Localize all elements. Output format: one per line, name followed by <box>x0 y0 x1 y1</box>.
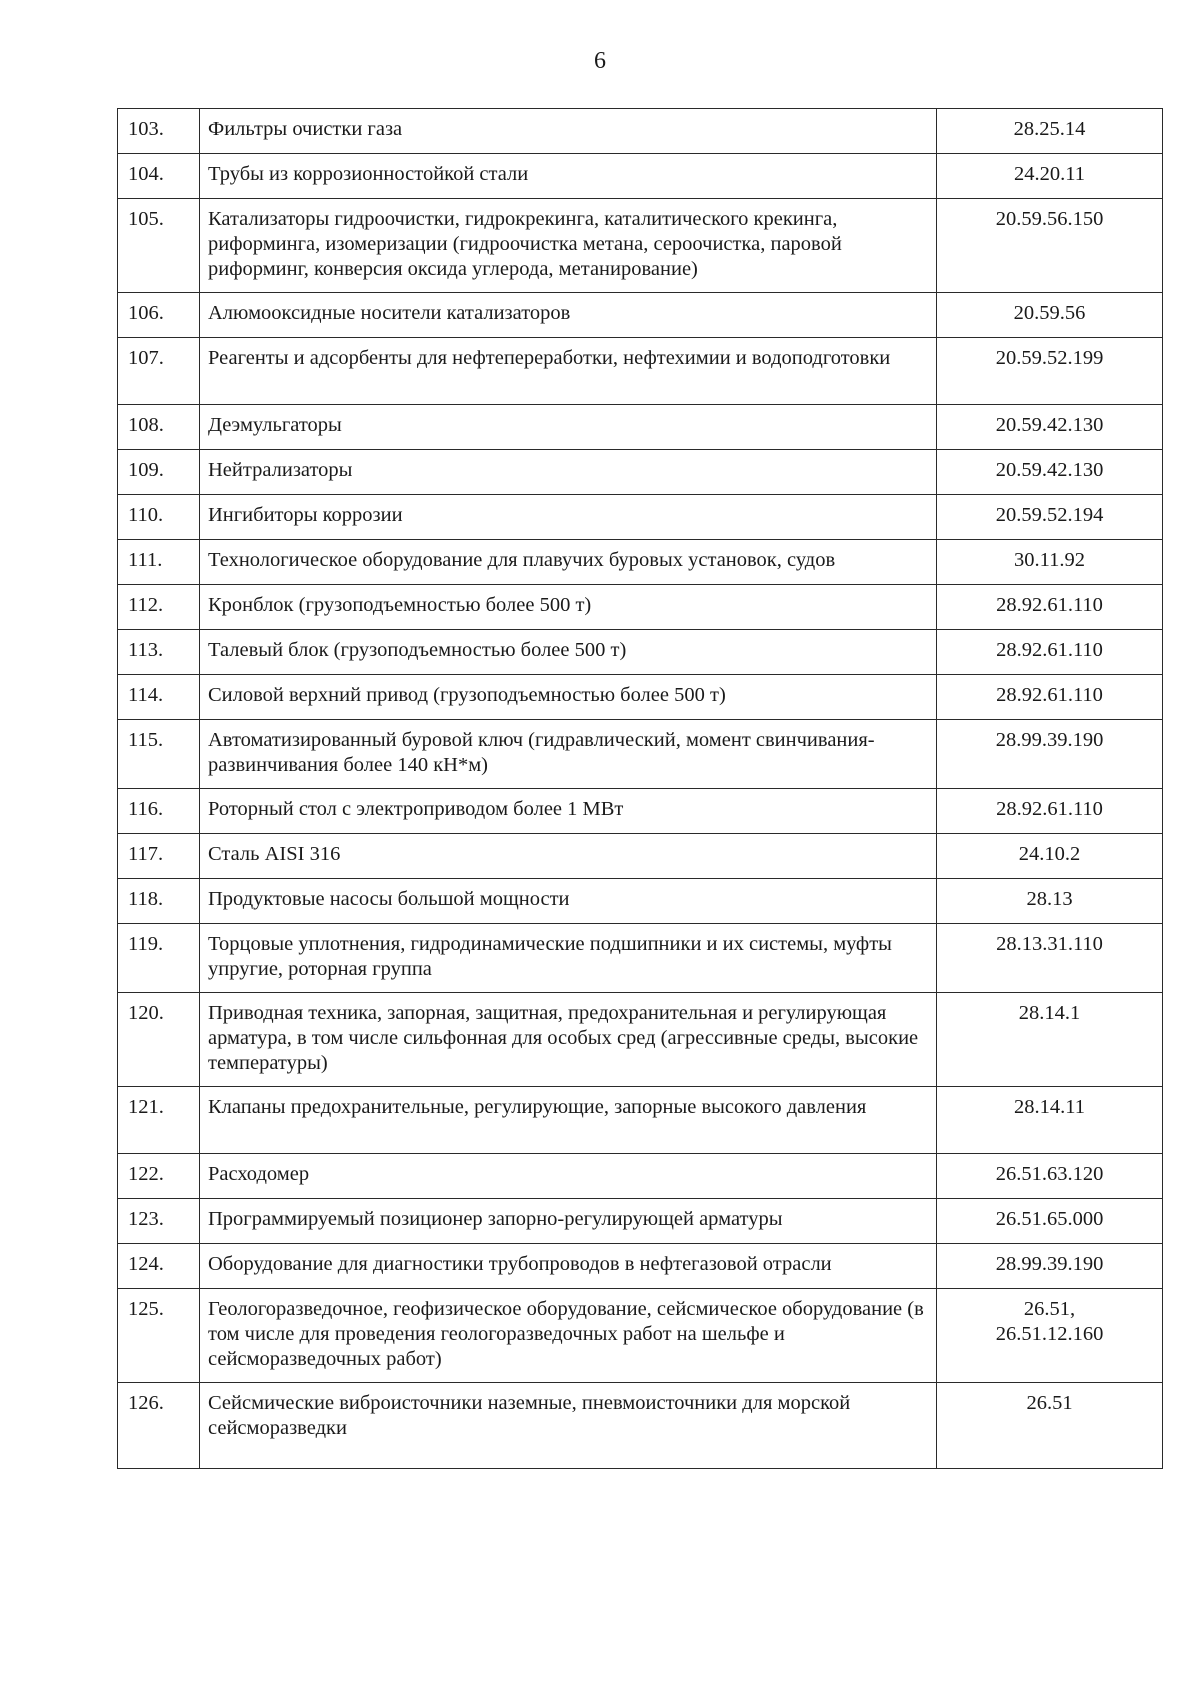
okpd-code-cell <box>937 109 1163 154</box>
row-number: 121. <box>118 1087 200 1154</box>
table-body <box>118 109 1163 1469</box>
table-row <box>118 720 1163 789</box>
okpd-code: 26.51, <box>1023 1298 1076 1320</box>
product-name: Геологоразведочное, геофизическое оборудование, сейсмическое оборудование (в том числе для проведения геологоразведочных работ на шельфе и сейсморазведочных работ) <box>200 1289 937 1383</box>
okpd-code-cell <box>937 585 1163 630</box>
product-name: Оборудование для диагностики трубопроводов в нефтегазовой отрасли <box>200 1244 937 1289</box>
okpd-code: 24.10.2 <box>1018 843 1081 865</box>
product-name: Силовой верхний привод (грузоподъемностью более 500 т) <box>200 675 937 720</box>
table-row <box>118 1087 1163 1154</box>
okpd-code-cell <box>937 1244 1163 1289</box>
okpd-code: 20.59.56.150 <box>995 208 1104 230</box>
okpd-code: 26.51 <box>1026 1392 1073 1414</box>
product-name: Нейтрализаторы <box>200 450 937 495</box>
okpd-code-cell <box>937 1087 1163 1154</box>
row-number: 104. <box>118 154 200 199</box>
okpd-code-cell <box>937 405 1163 450</box>
row-number: 110. <box>118 495 200 540</box>
okpd-code: 28.92.61.110 <box>996 684 1103 706</box>
okpd-code: 28.25.14 <box>1013 118 1086 140</box>
table-row <box>118 993 1163 1087</box>
table-row <box>118 675 1163 720</box>
row-number: 107. <box>118 338 200 405</box>
row-number: 108. <box>118 405 200 450</box>
row-number: 126. <box>118 1383 200 1469</box>
okpd-code-cell <box>937 993 1163 1087</box>
row-number: 118. <box>118 879 200 924</box>
okpd-code: 28.92.61.110 <box>996 594 1103 616</box>
okpd-code: 20.59.42.130 <box>995 459 1104 481</box>
product-name: Сталь AISI 316 <box>200 834 937 879</box>
table-row <box>118 1289 1163 1383</box>
product-name: Расходомер <box>200 1154 937 1199</box>
table-row <box>118 1383 1163 1469</box>
page-number: 6 <box>594 48 606 74</box>
okpd-code: 26.51.12.160 <box>995 1323 1104 1345</box>
product-name: Технологическое оборудование для плавучих буровых установок, судов <box>200 540 937 585</box>
okpd-code: 20.59.56 <box>1013 302 1086 324</box>
okpd-code: 28.14.11 <box>1014 1096 1085 1118</box>
okpd-code-cell <box>937 1383 1163 1469</box>
table-row <box>118 405 1163 450</box>
table-row <box>118 109 1163 154</box>
row-number: 123. <box>118 1199 200 1244</box>
products-table <box>117 108 1163 1469</box>
okpd-code: 20.59.52.199 <box>995 347 1104 369</box>
okpd-code: 30.11.92 <box>1014 549 1085 571</box>
okpd-code-cell <box>937 450 1163 495</box>
product-name: Трубы из коррозионностойкой стали <box>200 154 937 199</box>
product-name: Ингибиторы коррозии <box>200 495 937 540</box>
table-row <box>118 540 1163 585</box>
product-name: Фильтры очистки газа <box>200 109 937 154</box>
okpd-code-cell <box>937 154 1163 199</box>
product-name: Приводная техника, запорная, защитная, предохранительная и регулирующая арматура, в том числе сильфонная для особых сред (агрессивные среды, высокие температуры) <box>200 993 937 1087</box>
table-row <box>118 630 1163 675</box>
product-name: Кронблок (грузоподъемностью более 500 т) <box>200 585 937 630</box>
product-name: Сейсмические виброисточники наземные, пневмоисточники для морской сейсморазведки <box>200 1383 937 1469</box>
okpd-code-cell <box>937 879 1163 924</box>
table-row <box>118 879 1163 924</box>
product-name: Программируемый позиционер запорно-регулирующей арматуры <box>200 1199 937 1244</box>
okpd-code: 28.99.39.190 <box>995 729 1104 751</box>
table-row <box>118 495 1163 540</box>
row-number: 122. <box>118 1154 200 1199</box>
okpd-code: 20.59.42.130 <box>995 414 1104 436</box>
okpd-code-cell <box>937 789 1163 834</box>
okpd-code: 28.92.61.110 <box>996 639 1103 661</box>
product-name: Продуктовые насосы большой мощности <box>200 879 937 924</box>
okpd-code-cell <box>937 1289 1163 1383</box>
row-number: 106. <box>118 293 200 338</box>
row-number: 120. <box>118 993 200 1087</box>
table-row <box>118 585 1163 630</box>
okpd-code-cell <box>937 495 1163 540</box>
okpd-code: 28.92.61.110 <box>996 798 1103 820</box>
row-number: 115. <box>118 720 200 789</box>
product-name: Торцовые уплотнения, гидродинамические подшипники и их системы, муфты упругие, роторная группа <box>200 924 937 993</box>
table-row <box>118 834 1163 879</box>
table-row <box>118 293 1163 338</box>
row-number: 114. <box>118 675 200 720</box>
row-number: 117. <box>118 834 200 879</box>
table-row <box>118 338 1163 405</box>
product-name: Роторный стол с электроприводом более 1 МВт <box>200 789 937 834</box>
okpd-code: 26.51.65.000 <box>995 1208 1104 1230</box>
okpd-code: 26.51.63.120 <box>995 1163 1104 1185</box>
okpd-code: 28.14.1 <box>1018 1002 1081 1024</box>
product-name: Катализаторы гидроочистки, гидрокрекинга, каталитического крекинга, риформинга, изомеризации (гидроочистка метана, сероочистка, паровой риформинг, конверсия оксида углерода, метанирование) <box>200 199 937 293</box>
row-number: 111. <box>118 540 200 585</box>
okpd-code: 28.99.39.190 <box>995 1253 1104 1275</box>
row-number: 103. <box>118 109 200 154</box>
row-number: 116. <box>118 789 200 834</box>
row-number: 113. <box>118 630 200 675</box>
product-name: Талевый блок (грузоподъемностью более 500 т) <box>200 630 937 675</box>
row-number: 112. <box>118 585 200 630</box>
table-row <box>118 1244 1163 1289</box>
product-name: Деэмульгаторы <box>200 405 937 450</box>
okpd-code: 28.13 <box>1026 888 1073 910</box>
table-row <box>118 1154 1163 1199</box>
table-row <box>118 450 1163 495</box>
product-name: Алюмооксидные носители катализаторов <box>200 293 937 338</box>
okpd-code-cell <box>937 924 1163 993</box>
product-name: Автоматизированный буровой ключ (гидравлический, момент свинчивания-развинчивания более 140 кН*м) <box>200 720 937 789</box>
table-row <box>118 1199 1163 1244</box>
okpd-code-cell <box>937 199 1163 293</box>
okpd-code-cell <box>937 293 1163 338</box>
okpd-code: 20.59.52.194 <box>995 504 1104 526</box>
okpd-code: 28.13.31.110 <box>996 933 1103 955</box>
okpd-code-cell <box>937 540 1163 585</box>
row-number: 125. <box>118 1289 200 1383</box>
table-row <box>118 199 1163 293</box>
row-number: 119. <box>118 924 200 993</box>
table-row <box>118 789 1163 834</box>
okpd-code-cell <box>937 675 1163 720</box>
okpd-code-cell <box>937 720 1163 789</box>
okpd-code-cell <box>937 834 1163 879</box>
product-name: Клапаны предохранительные, регулирующие, запорные высокого давления <box>200 1087 937 1154</box>
okpd-code-cell <box>937 1199 1163 1244</box>
okpd-code: 24.20.11 <box>1014 163 1085 185</box>
okpd-code-cell <box>937 1154 1163 1199</box>
table-row <box>118 924 1163 993</box>
row-number: 105. <box>118 199 200 293</box>
table-row <box>118 154 1163 199</box>
product-name: Реагенты и адсорбенты для нефтепереработки, нефтехимии и водоподготовки <box>200 338 937 405</box>
okpd-code-cell <box>937 338 1163 405</box>
row-number: 124. <box>118 1244 200 1289</box>
row-number: 109. <box>118 450 200 495</box>
okpd-code-cell <box>937 630 1163 675</box>
